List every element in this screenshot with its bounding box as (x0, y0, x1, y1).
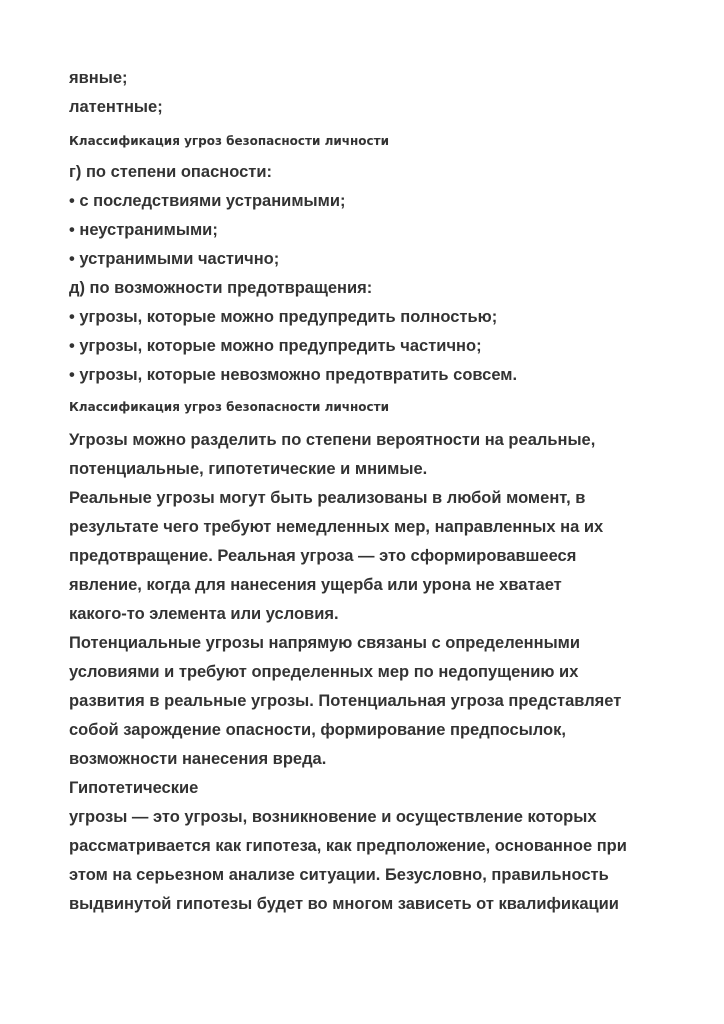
paragraph-line: условиями и требуют определенных мер по недопущению их (69, 663, 579, 681)
paragraph-line: Угрозы можно разделить по степени вероятности на реальные, (69, 431, 596, 449)
intro-line: латентные; (69, 98, 163, 116)
paragraph-line: развития в реальные угрозы. Потенциальная угроза представляет (69, 692, 622, 710)
paragraph-line: выдвинутой гипотезы будет во многом зависеть от квалификации (69, 895, 619, 913)
paragraph-line: результате чего требуют немедленных мер, направленных на их (69, 518, 604, 536)
paragraph-line: потенциальные, гипотетические и мнимые. (69, 460, 428, 478)
section-heading: Классификация угроз безопасности личности (69, 400, 390, 414)
paragraph-line: угрозы — это угрозы, возникновение и осуществление которых (69, 808, 597, 826)
paragraph-line: предотвращение. Реальная угроза — это сформировавшееся (69, 547, 577, 565)
paragraph-line: Потенциальные угрозы напрямую связаны с определенными (69, 634, 581, 652)
list-item: • устранимыми частично; (69, 250, 280, 268)
text-line: д) по возможности предотвращения: (69, 279, 373, 297)
document-body (69, 64, 669, 919)
intro-line: явные; (69, 69, 128, 87)
list-item: • угрозы, которые можно предупредить частично; (69, 337, 482, 355)
list-item: • угрозы, которые можно предупредить полностью; (69, 308, 498, 326)
paragraph-line: Реальные угрозы могут быть реализованы в любой момент, в (69, 489, 586, 507)
section-heading: Классификация угроз безопасности личности (69, 134, 390, 148)
list-item: • неустранимыми; (69, 221, 218, 239)
paragraph-line: Гипотетические (69, 779, 199, 797)
paragraph-line: какого-то элемента или условия. (69, 605, 339, 623)
paragraph-line: явление, когда для нанесения ущерба или урона не хватает (69, 576, 562, 594)
paragraph-line: рассматривается как гипотеза, как предположение, основанное при (69, 837, 627, 855)
paragraph-line: возможности нанесения вреда. (69, 750, 327, 768)
text-line: г) по степени опасности: (69, 163, 272, 181)
paragraph-line: собой зарождение опасности, формирование предпосылок, (69, 721, 566, 739)
paragraph-line: этом на серьезном анализе ситуации. Безусловно, правильность (69, 866, 609, 884)
list-item: • с последствиями устранимыми; (69, 192, 346, 210)
list-item: • угрозы, которые невозможно предотвратить совсем. (69, 366, 518, 384)
